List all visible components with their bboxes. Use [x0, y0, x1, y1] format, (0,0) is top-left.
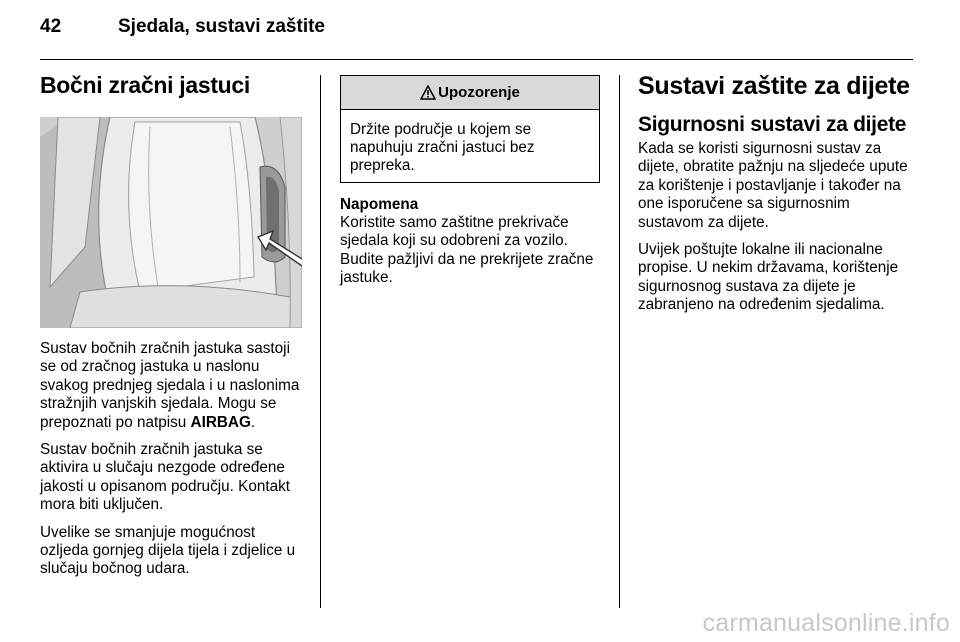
side-airbags-heading: Bočni zračni jastuci: [40, 72, 251, 98]
child-restraints-heading: Sustavi zaštite za dijete: [638, 72, 910, 100]
column-side-airbags: [40, 72, 306, 588]
watermark: carmanualsonline.info: [702, 609, 950, 637]
warning-icon: [420, 85, 436, 100]
child-restraints-para-2: Uvijek poštujte lokalne ili nacionalne propise. U nekim državama, korištenje sigurnosnog sustava za dijete je zabranjeno na određenim sjedalima.: [638, 241, 899, 314]
child-safety-subheading: Sigurnosni sustavi za dijete: [638, 113, 907, 136]
column-divider-right: [619, 75, 620, 608]
note-text: Koristite samo zaštitne prekrivače sjedala koji su odobreni za vozilo. Budite pažljivi da ne prekrijete zračne jastuke.: [340, 214, 594, 287]
column-divider-left: [320, 75, 321, 608]
warning-text: Držite područje u kojem se napuhuju zračni jastuci bez prepreka.: [350, 121, 535, 174]
child-restraints-para-1: Kada se koristi sigurnosni sustav za dijete, obratite pažnju na sljedeće upute za korištenje i postavljanje i također na one isporučene sa sigurnosnim sustavom za dijete.: [638, 140, 908, 231]
warning-box: [340, 75, 600, 183]
page-number: 42: [40, 16, 62, 37]
side-airbags-para-2: Sustav bočnih zračnih jastuka se aktivira u slučaju nezgode određene jakosti u opisanom području. Kontakt mora biti uključen.: [40, 441, 290, 514]
seat-airbag-illustration: [40, 117, 302, 328]
column-warning: [340, 72, 602, 297]
side-airbags-para-3: Uvelike se smanjuje mogućnost ozljeda gornjeg dijela tijela i zdjelice u slučaju bočnog udara.: [40, 523, 296, 578]
section-title: Sjedala, sustavi zaštite: [118, 16, 325, 37]
side-airbags-para-1: [40, 340, 306, 432]
para1-end: .: [250, 413, 256, 431]
warning-header: [341, 76, 599, 110]
note-title: Napomena: [340, 196, 419, 213]
airbag-label: AIRBAG: [190, 413, 251, 431]
column-child-restraints: [638, 72, 913, 324]
warning-title: Upozorenje: [438, 84, 520, 101]
header-rule: [40, 59, 913, 60]
seat-illustration-svg: [40, 117, 302, 328]
para1-text: Sustav bočnih zračnih jastuka sastoji se od zračnog jastuka u naslonu svakog prednjeg sjedala i u naslonima stražnjih vanjskih sjedala. Mogu se prepoznati po natpisu: [40, 340, 300, 431]
